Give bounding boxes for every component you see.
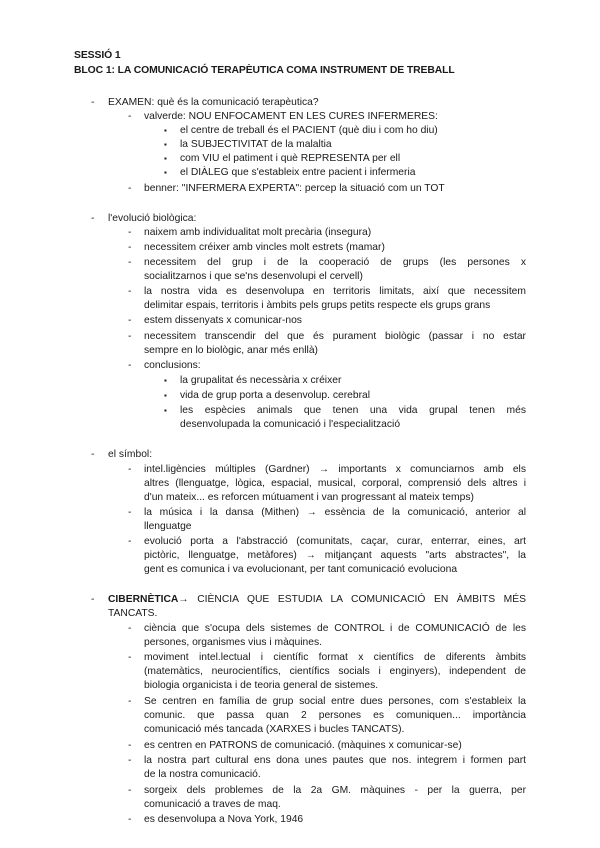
list-item: les espècies animals que tenen una vida grupal tenen més [180, 405, 526, 416]
list-item-cont: delimitar espais, territoris i àmbits pels grups petits respecte els grups grans [144, 300, 491, 311]
list-item: la música i la dansa (Mithen) → essència de la comunicació, anterior al [144, 507, 526, 518]
dash-bullet: - [91, 594, 95, 605]
benner-item: benner: "INFERMERA EXPERTA": percep la situació com un TOT [144, 183, 445, 194]
list-item: naixem amb individualitat molt precària (insegura) [144, 227, 372, 238]
examen-heading: EXAMEN: què és la comunicació terapèutica? [108, 97, 319, 108]
list-item: necessitem del grup i de la cooperació de grups (les persones x [144, 257, 526, 268]
square-bullet: ▪ [164, 140, 167, 149]
list-item-cont: comunicació a traves de maq. [144, 799, 281, 810]
list-item-cont: desenvolupada la comunicació i l'especialització [180, 419, 401, 430]
list-item: la SUBJECTIVITAT de la malaltia [180, 139, 332, 150]
dash-bullet: - [128, 755, 132, 766]
list-item-cont: biologia organicista i de teoria general de sistemes. [144, 680, 379, 691]
list-item: necessitem créixer amb vincles molt estrets (mamar) [144, 242, 385, 253]
dash-bullet: - [128, 814, 132, 825]
dash-bullet: - [128, 242, 132, 253]
dash-bullet: - [128, 536, 132, 547]
list-item: estem dissenyats x comunicar-nos [144, 315, 302, 326]
list-item: evolució porta a l'abstracció (comunitats, caçar, curar, enterrar, eines, art [144, 536, 526, 547]
square-bullet: ▪ [164, 391, 167, 400]
list-item-cont: altres (llenguatge, lògica, espacial, musical, corporal, comprensió dels altres i [144, 478, 526, 489]
list-item: la grupalitat és necessària x créixer [180, 375, 342, 386]
list-item: intel.ligències múltiples (Gardner) → importants x comunciarnos amb els [144, 464, 526, 475]
session-title: SESSIÓ 1 [74, 50, 121, 61]
list-item: es centren en PATRONS de comunicació. (màquines x comunicar-se) [144, 740, 462, 751]
dash-bullet: - [128, 111, 132, 122]
list-item: com VIU el patiment i què REPRESENTA per ell [180, 153, 401, 164]
simbol-heading: el símbol: [108, 449, 153, 460]
dash-bullet: - [128, 696, 132, 707]
cibernetica-bold-title: CIBERNÈTICA [108, 594, 179, 605]
dash-bullet: - [128, 227, 132, 238]
dash-bullet: - [128, 652, 132, 663]
list-item: la nostra vida es desenvolupa en territoris limitats, així que necessitem [144, 286, 526, 297]
dash-bullet: - [128, 507, 132, 518]
dash-bullet: - [128, 740, 132, 751]
list-item: el centre de treball és el PACIENT (què diu i com ho diu) [180, 125, 438, 136]
dash-bullet: - [128, 785, 132, 796]
list-item: el DIÀLEG que s'estableix entre pacient i infermeria [180, 167, 416, 178]
list-item: la nostra part cultural ens dona unes pautes que nos. integrem i formen part [144, 755, 526, 766]
square-bullet: ▪ [164, 406, 167, 415]
square-bullet: ▪ [164, 154, 167, 163]
dash-bullet: - [128, 257, 132, 268]
list-item: necessitem transcendir del que és purament biològic (passar i no estar [144, 331, 526, 342]
list-item-cont: comunic. que passa quan 2 persones es comuniquen... importància [144, 710, 526, 721]
list-item-cont: socialitzarnos i que se'ns desenvolupi el cervell) [144, 271, 363, 282]
list-item-cont: sempre en lo biològic, anar més enllà) [144, 345, 318, 356]
list-item: ciència que s'ocupa dels sistemes de CONTROL i de COMUNICACIÓ de les [144, 623, 526, 634]
dash-bullet: - [128, 331, 132, 342]
evolucio-heading: l'evolució biològica: [108, 213, 197, 224]
list-item-cont: d'un mateix... es reforcen mútuament i van progressant al mateix temps) [144, 492, 474, 503]
dash-bullet: - [128, 315, 132, 326]
cibernetica-heading [108, 593, 526, 606]
cibernetica-heading-cont: TANCATS. [108, 608, 158, 619]
list-item-cont: de la nostra comunicació. [144, 769, 261, 780]
dash-bullet: - [128, 623, 132, 634]
dash-bullet: - [128, 286, 132, 297]
square-bullet: ▪ [164, 376, 167, 385]
dash-bullet: - [91, 449, 95, 460]
dash-bullet: - [91, 97, 95, 108]
dash-bullet: - [128, 183, 132, 194]
square-bullet: ▪ [164, 126, 167, 135]
dash-bullet: - [128, 464, 132, 475]
block-title: BLOC 1: LA COMUNICACIÓ TERAPÈUTICA COMA INSTRUMENT DE TREBALL [74, 65, 455, 76]
list-item-cont: (matemàtics, neurocientífics, científics socials i enginyers), independent de [144, 666, 526, 677]
list-item-cont: gent es comunica i va evolucionant, per tant comunicació evoluciona [144, 564, 458, 575]
list-item-cont: comunicació més tancada (XARXES i bucles TANCATS). [144, 724, 405, 735]
dash-bullet: - [91, 213, 95, 224]
list-item: moviment intel.lectual i científic format x científics de diferents àmbits [144, 652, 526, 663]
list-item: sorgeix dels problemes de la 2a GM. màquines - per la guerra, per [144, 785, 526, 796]
list-item-cont: pictòric, llenguatge, metàfores) → mitjançant aquests "arts abstractes", la [144, 550, 526, 561]
list-item-cont: llenguatge [144, 521, 192, 532]
dash-bullet: - [128, 360, 132, 371]
cibernetica-title-rest: → CIÈNCIA QUE ESTUDIA LA COMUNICACIÓ EN ÀMBITS MÉS [178, 594, 526, 605]
conclusions-item: conclusions: [144, 360, 201, 371]
list-item: es desenvolupa a Nova York, 1946 [144, 814, 304, 825]
valverde-item: valverde: NOU ENFOCAMENT EN LES CURES INFERMERES: [144, 111, 438, 122]
square-bullet: ▪ [164, 168, 167, 177]
list-item-cont: persones, organismes vius i màquines. [144, 637, 322, 648]
list-item: vida de grup porta a desenvolup. cerebral [180, 390, 371, 401]
list-item: Se centren en família de grup social entre dues persones, com s'estableix la [144, 696, 526, 707]
